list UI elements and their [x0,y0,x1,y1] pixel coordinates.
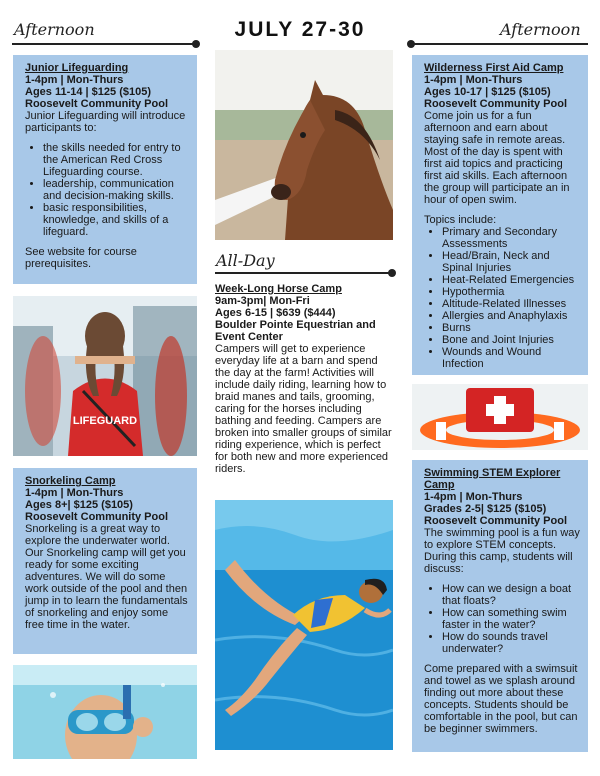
list-item: • leadership, communication and decision-making skills. [43,178,189,202]
camp-location: Roosevelt Community Pool [424,98,568,110]
topics-list [442,226,580,370]
camp-name: Snorkeling Camp [25,475,116,487]
list-item: • Altitude-Related Illnesses [442,298,580,310]
camp-description: Campers will get to experience everyday life at a barn and spend the day at the farm! Activities will include daily riding, learning how to braid manes and tails, grooming, caring for the horses including bathing and feeding. Campers are broken into smaller groups of similar riding experience, which is perfect for both new and more experienced riders. [215,343,392,475]
camp-name: Week-Long Horse Camp [215,283,342,295]
first-aid-kit-photo [412,384,588,450]
swimming-stem-box [412,460,588,752]
camp-time: 1-4pm | Mon-Thurs [25,74,124,86]
camp-location: Roosevelt Community Pool [25,511,169,523]
list-item: • Burns [442,322,580,334]
camp-time: 9am-3pm| Mon-Fri [215,295,310,307]
horse-camp-section [215,283,393,475]
swimmer-photo [215,500,393,750]
right-heading-rule [410,43,588,45]
camp-bullet-list [43,142,189,238]
left-section-heading: Afternoon [14,20,95,39]
camp-description: The swimming pool is a fun way to explore STEM concepts. During this camp, students will discuss: [424,527,580,575]
list-item: • How can something swim faster in the water? [442,607,580,631]
lifeguard-photo [13,296,197,456]
camp-intro: Junior Lifeguarding will introduce participants to: [25,110,186,134]
camp-ages: Ages 11-14 | $125 ($105) [25,86,151,98]
camp-name: Wilderness First Aid Camp [424,62,564,74]
list-item: • Primary and Secondary Assessments [442,226,580,250]
camp-bullet-list [442,583,580,655]
list-item: • basic responsibilities, knowledge, and skills of a lifeguard. [43,202,189,238]
camp-time: 1-4pm | Mon-Thurs [424,491,523,503]
lifeguard-shirt-text: LIFEGUARD [72,415,138,427]
list-item: • Heat-Related Emergencies [442,274,580,286]
list-item: • Head/Brain, Neck and Spinal Injuries [442,250,580,274]
page-title: JULY 27-30 [234,18,366,41]
all-day-heading: All-Day [216,251,275,270]
camp-description: Come join us for a fun afternoon and earn about staying safe in remote areas. Most of the day is spent with first aid topics and practicing first aid skills. Each afternoon the group will participate an in hour of open swim. [424,110,570,206]
camp-description: Snorkeling is a great way to explore the underwater world. Our Snorkeling camp will get you ready for some exciting adventures. We will do some work outside of the pool and then jump in to learn the fundamentals of snorkeling and enjoy some free time in the water. [25,523,188,631]
list-item: • How do sounds travel underwater? [442,631,580,655]
horse-photo [215,50,393,240]
camp-time: 1-4pm | Mon-Thurs [25,487,124,499]
right-section-heading: Afternoon [500,20,581,39]
camp-location: Boulder Pointe Equestrian and Event Center [215,319,376,343]
camp-footer: Come prepared with a swimsuit and towel as we splash around finding out more about these concepts. Students should be comfortable in the pool, but can be beginner swimmers. [424,663,578,735]
camp-location: Roosevelt Community Pool [25,98,169,110]
camp-ages: Grades 2-5| $125 ($105) [424,503,547,515]
list-item: • Allergies and Anaphylaxis [442,310,580,322]
left-heading-rule [12,43,197,45]
camp-ages: Ages 6-15 | $639 ($444) [215,307,336,319]
camp-location: Roosevelt Community Pool [424,515,568,527]
camp-ages: Ages 8+| $125 ($105) [25,499,133,511]
snorkel-photo [13,665,197,759]
camp-ages: Ages 10-17 | $125 ($105) [424,86,551,98]
all-day-rule [215,272,393,274]
list-item: • Wounds and Wound Infection [442,346,580,370]
camp-time: 1-4pm | Mon-Thurs [424,74,523,86]
junior-lifeguarding-box [13,55,197,284]
list-item: • the skills needed for entry to the American Red Cross Lifeguarding course. [43,142,189,178]
list-item: • Bone and Joint Injuries [442,334,580,346]
snorkeling-box [13,468,197,654]
camp-name: Junior Lifeguarding [25,62,129,74]
wilderness-first-aid-box [412,55,588,375]
topics-label: Topics include: [424,214,497,226]
camp-name: Swimming STEM Explorer Camp [424,467,561,491]
camp-footer: See website for course prerequisites. [25,246,137,270]
list-item: • How can we design a boat that floats? [442,583,580,607]
list-item: • Hypothermia [442,286,580,298]
